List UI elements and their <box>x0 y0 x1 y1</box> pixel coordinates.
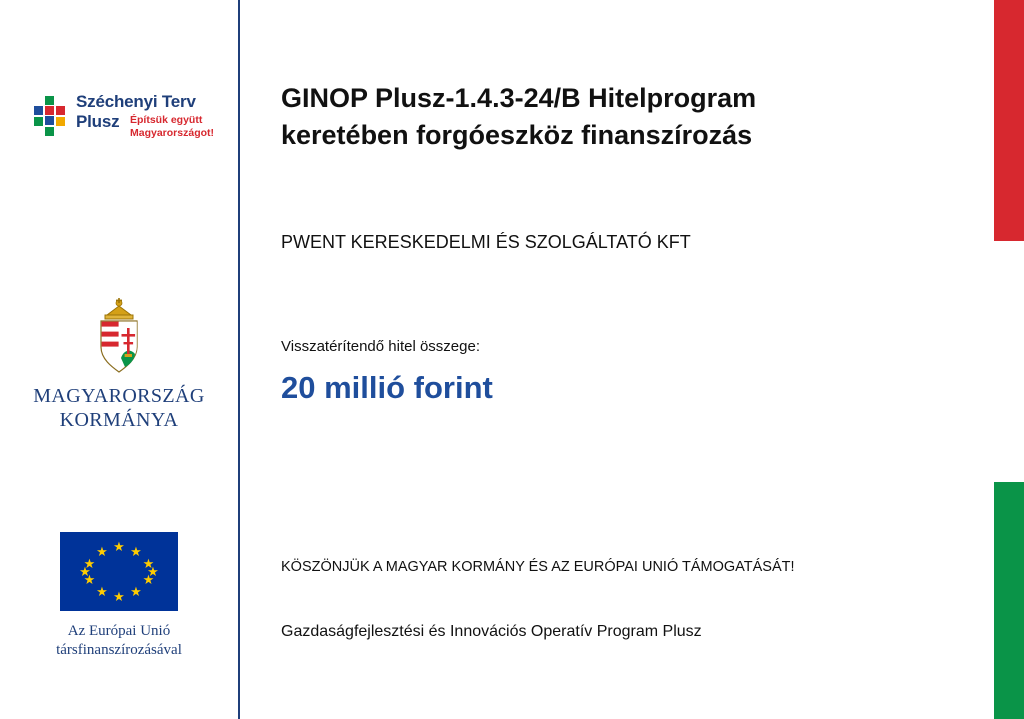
company-name: PWENT KERESKEDELMI ÉS SZOLGÁLTATÓ KFT <box>281 232 691 252</box>
vertical-divider <box>238 0 240 719</box>
page-title-line2: keretében forgóeszköz finanszírozás <box>281 120 753 150</box>
edge-bar-red <box>994 0 1024 241</box>
szechenyi-plus-mark-icon <box>30 96 70 138</box>
szechenyi-slogan-line2: Magyarországot! <box>130 126 215 139</box>
page-title <box>281 80 921 154</box>
european-union-flag-icon: ★ ★ ★ ★ ★ ★ ★ ★ ★ ★ ★ ★ <box>60 532 178 611</box>
program-name: Gazdaságfejlesztési és Innovációs Operatív Program Plusz <box>281 623 702 640</box>
eu-caption-line1: Az Európai Unió <box>67 623 171 639</box>
edge-bar-white <box>994 241 1024 482</box>
magyarorszag-kormanya-logo <box>0 298 238 432</box>
szechenyi-terv-plusz-logo <box>22 88 222 168</box>
european-union-block <box>0 532 238 660</box>
edge-bar-green <box>994 482 1024 719</box>
szechenyi-line2: Plusz <box>76 112 120 131</box>
szechenyi-line1: Széchenyi Terv <box>76 92 196 111</box>
szechenyi-slogan-line1: Építsük együtt <box>130 114 203 126</box>
eu-caption <box>0 622 238 660</box>
page-title-line1: GINOP Plusz-1.4.3-24/B Hitelprogram <box>281 83 757 113</box>
szechenyi-slogan <box>130 114 230 139</box>
amount-label: Visszatérítendő hitel összege: <box>281 338 481 355</box>
logo-column <box>0 0 238 719</box>
eu-caption-line2: társfinanszírozásával <box>56 642 182 658</box>
main-content <box>281 0 961 719</box>
government-line2: KORMÁNYA <box>59 409 179 431</box>
hungarian-coat-of-arms-icon <box>87 298 151 376</box>
government-line1: MAGYARORSZÁG <box>33 385 205 407</box>
thanks-text: KÖSZÖNJÜK A MAGYAR KORMÁNY ÉS AZ EURÓPAI UNIÓ TÁMOGATÁSÁT! <box>281 559 795 575</box>
amount-value: 20 millió forint <box>281 370 493 405</box>
